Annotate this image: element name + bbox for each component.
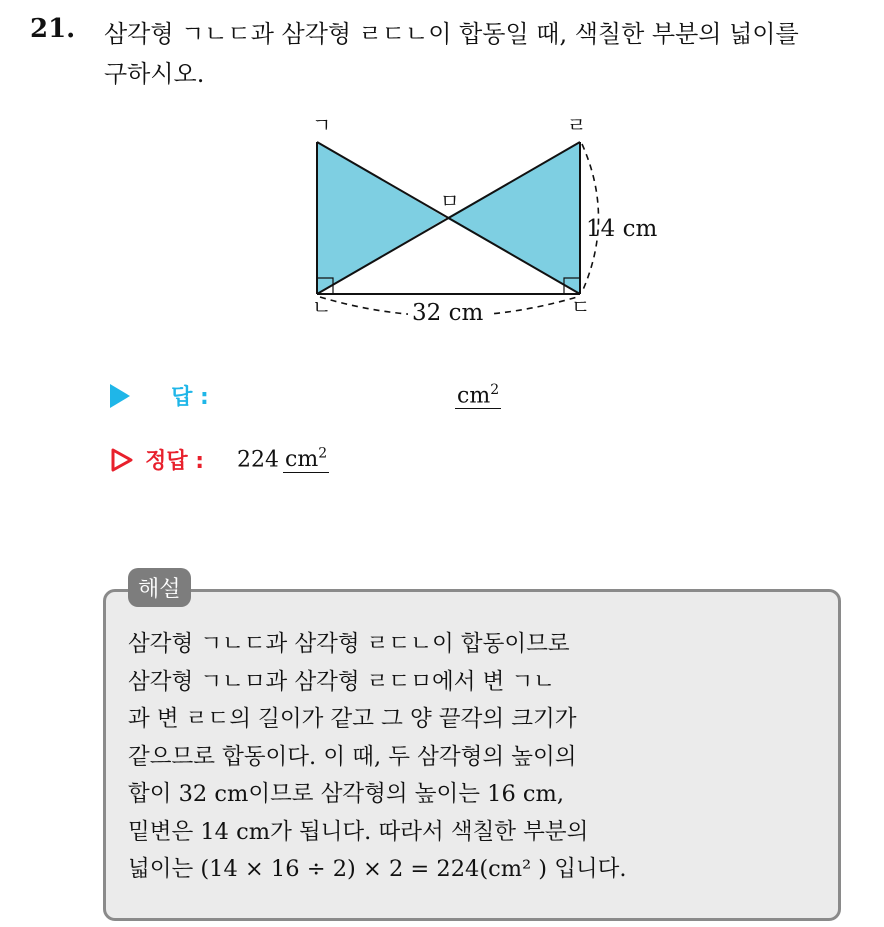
label-mieum: ㅁ (440, 189, 460, 213)
label-giyeok: ㄱ (312, 113, 332, 137)
correct-answer-unit-sup: 2 (318, 446, 328, 462)
correct-answer-unit: cm (285, 447, 319, 473)
answer-unit-sup: 2 (490, 382, 500, 398)
question-number: 21. (30, 14, 76, 44)
solution-text (128, 626, 828, 889)
solution-line: 같으므로 합동이다. 이 때, 두 삼각형의 높이의 (128, 743, 577, 770)
play-arrow-icon (110, 384, 130, 408)
label-nieun: ㄴ (312, 295, 332, 319)
answer-label: 답 : (171, 385, 209, 410)
answer-unit: cm (457, 383, 491, 409)
solution-line: 삼각형 ㄱㄴㄷ과 삼각형 ㄹㄷㄴ이 합동이므로 (128, 631, 570, 657)
dim-label-right: 14 cm (586, 216, 658, 242)
solution-line: 합이 32 cm이므로 삼각형의 높이는 16 cm, (128, 781, 565, 807)
triangle-figure (290, 110, 670, 330)
solution-line: 밑변은 14 cm가 됩니다. 따라서 색칠한 부분의 (128, 818, 589, 845)
outline-arrow-icon (110, 447, 134, 473)
question-text-line2: 구하시오. (104, 60, 205, 88)
label-rieul: ㄹ (567, 113, 587, 137)
correct-answer-value: 224 (237, 447, 279, 473)
question-text (104, 14, 864, 94)
question-text-line1: 삼각형 ㄱㄴㄷ과 삼각형 ㄹㄷㄴ이 합동일 때, 색칠한 부분의 넓이를 (104, 20, 799, 48)
shaded-triangle-right (446, 142, 580, 294)
answer-row (110, 380, 209, 411)
solution-line: 삼각형 ㄱㄴㅁ과 삼각형 ㄹㄷㅁ에서 변 ㄱㄴ (128, 668, 555, 695)
correct-answer-row (110, 444, 204, 475)
correct-answer-value-group (237, 446, 329, 472)
solution-line: 넓이는 (14 × 16 ÷ 2) × 2 = 224(cm² ) 입니다. (128, 856, 627, 882)
solution-tag: 해설 (128, 568, 191, 607)
answer-blank[interactable] (455, 382, 501, 409)
correct-answer-label: 정답 : (145, 449, 205, 474)
label-digeut: ㄷ (571, 295, 591, 319)
solution-line: 과 변 ㄹㄷ의 길이가 같고 그 양 끝각의 크기가 (128, 706, 577, 732)
dim-label-bottom: 32 cm (412, 300, 484, 326)
shaded-triangle-left (317, 142, 446, 294)
correct-answer-unit-group (283, 447, 329, 473)
